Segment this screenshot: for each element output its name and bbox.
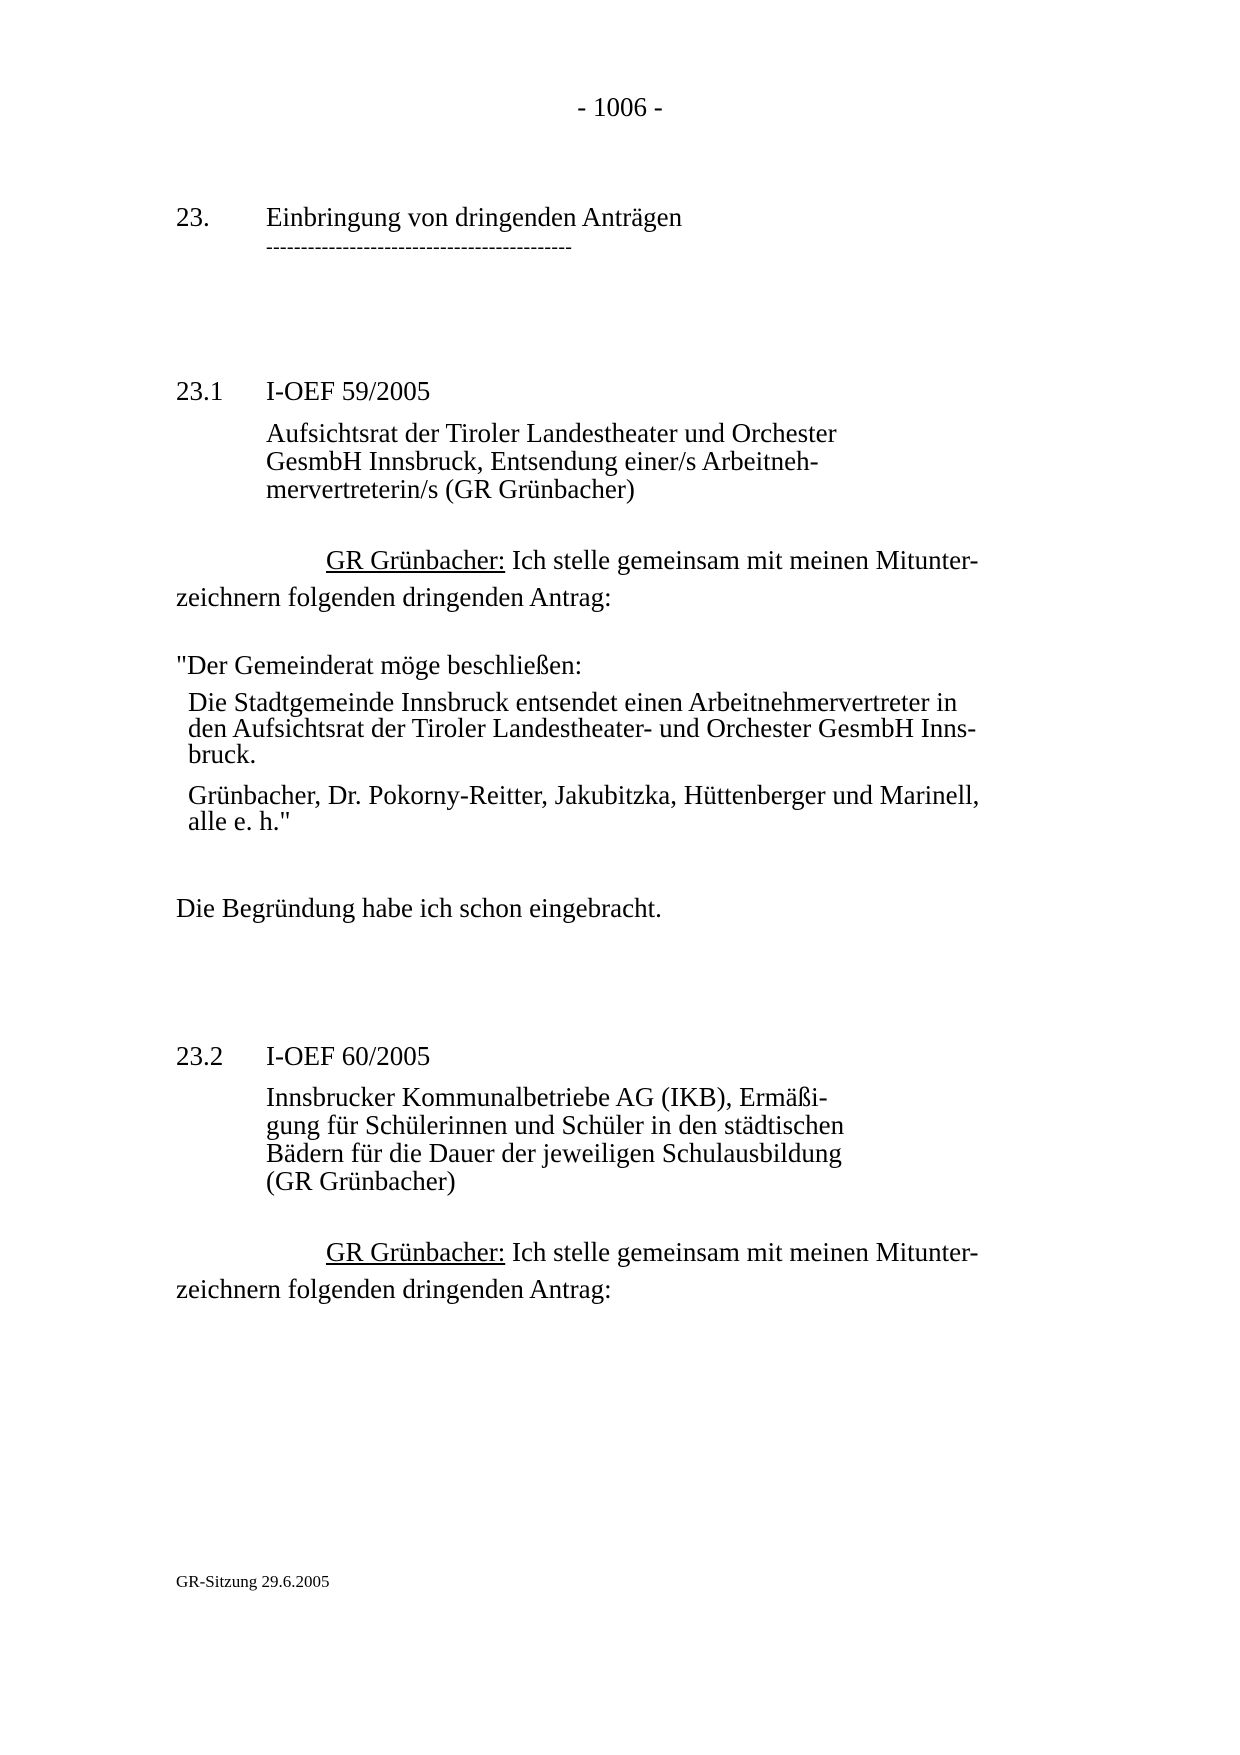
section-title-underline: -------------------------------------------- (266, 236, 573, 258)
speech-first-line (326, 545, 979, 576)
item-description-line: Bädern für die Dauer der jeweiligen Schulausbildung (266, 1138, 842, 1168)
speaker-name: GR Grünbacher: (326, 545, 506, 575)
speech-continuation: zeichnern folgenden dringenden Antrag: (176, 582, 612, 612)
item-description-line: Innsbrucker Kommunalbetriebe AG (IKB), Ermäßi- (266, 1082, 828, 1112)
speech-text: Ich stelle gemeinsam mit meinen Mitunter- (511, 545, 979, 575)
item-description (266, 1083, 844, 1195)
page-number: - 1006 - (577, 92, 663, 122)
quote-line: Die Stadtgemeinde Innsbruck entsendet einen Arbeitnehmervertreter in (188, 687, 958, 717)
item-description-line: gung für Schülerinnen und Schüler in den städtischen (266, 1110, 845, 1140)
item-description-line: GesmbH Innsbruck, Entsendung einer/s Arbeitneh- (266, 446, 819, 476)
footer-session-date: GR-Sitzung 29.6.2005 (176, 1572, 330, 1591)
item-description-line: Aufsichtsrat der Tiroler Landestheater und Orchester (266, 418, 837, 448)
quote-body (188, 689, 976, 767)
speech-text: Ich stelle gemeinsam mit meinen Mitunter- (511, 1237, 979, 1267)
section-title: Einbringung von dringenden Anträgen (266, 202, 683, 232)
item-code: I-OEF 60/2005 (266, 1041, 431, 1071)
speech-first-line (326, 1237, 979, 1268)
item-number: 23.1 (176, 376, 224, 406)
quote-line: den Aufsichtsrat der Tiroler Landestheater- und Orchester GesmbH Inns- (188, 713, 977, 743)
quote-line: bruck. (188, 739, 257, 769)
quote-intro: "Der Gemeinderat möge beschließen: (176, 650, 583, 680)
item-number: 23.2 (176, 1041, 224, 1071)
closing-statement: Die Begründung habe ich schon eingebracht. (176, 893, 662, 923)
section-number: 23. (176, 202, 210, 232)
item-code: I-OEF 59/2005 (266, 376, 431, 406)
item-description-line: mervertreterin/s (GR Grünbacher) (266, 474, 635, 504)
signers-line: alle e. h." (188, 806, 291, 836)
item-description-line: (GR Grünbacher) (266, 1166, 456, 1196)
item-description (266, 419, 837, 503)
signers-line: Grünbacher, Dr. Pokorny-Reitter, Jakubitzka, Hüttenberger und Marinell, (188, 780, 980, 810)
speaker-name: GR Grünbacher: (326, 1237, 506, 1267)
speech-continuation: zeichnern folgenden dringenden Antrag: (176, 1274, 612, 1304)
quote-signers (188, 782, 979, 834)
